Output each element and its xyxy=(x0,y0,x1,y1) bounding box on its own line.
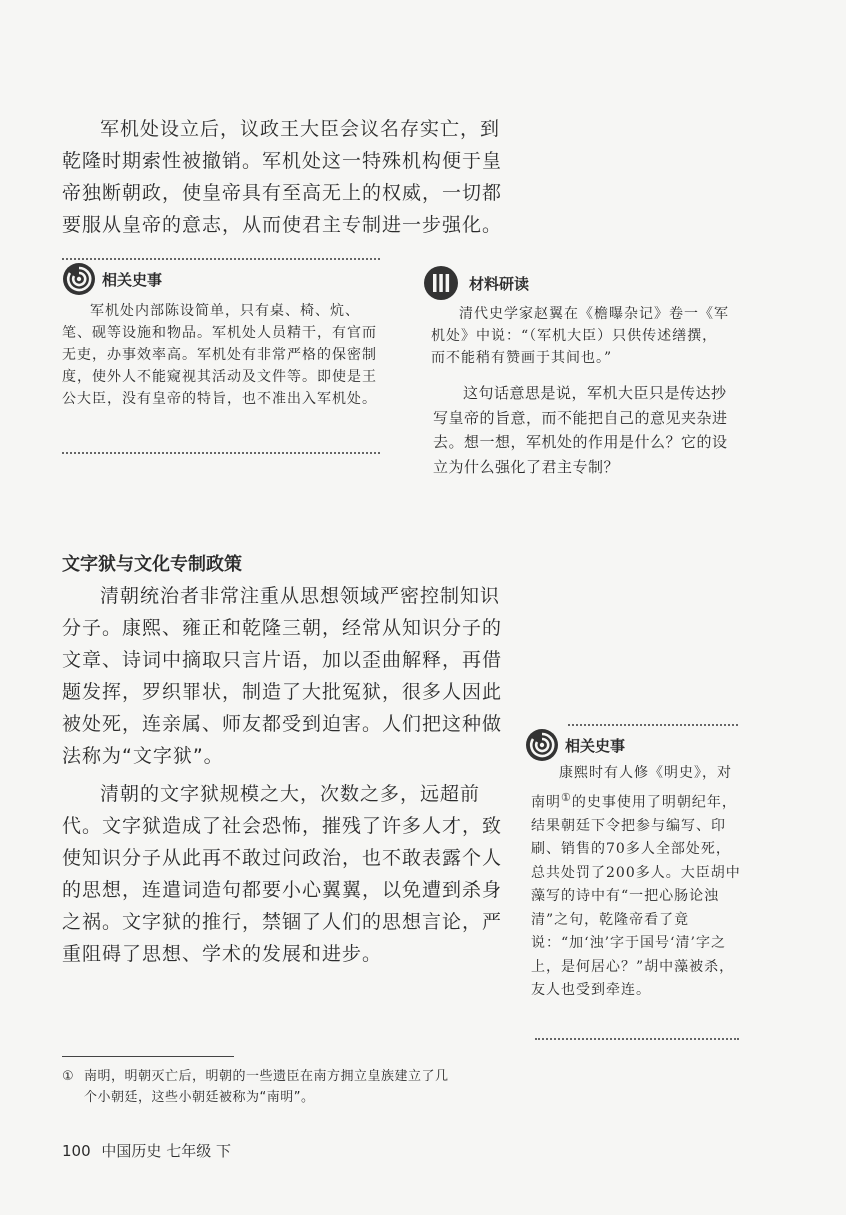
material-explanation xyxy=(423,381,733,479)
box-title: 材料研读 xyxy=(469,274,530,293)
material-reading-box xyxy=(423,265,739,479)
box-title: 相关史事 xyxy=(102,270,163,289)
material-quote xyxy=(423,303,731,369)
footnote-rule xyxy=(62,1056,234,1057)
spiral-icon xyxy=(525,728,559,762)
box-top-divider xyxy=(62,258,380,260)
page-footer xyxy=(62,1140,231,1161)
box-text-part2: 的史事使用了明朝纪年，结果朝廷下令把参与编写、印刷、销售的70多人全部处死，总共处罚了200多人。大臣胡中藻写的诗中有“一把心肠论浊清”之句，乾隆帝看了竟说：“加‘浊’字于国号‘清’字之上，是何居心？”胡中藻被杀，友人也受到牵连。 xyxy=(531,794,741,999)
section-body xyxy=(62,580,508,970)
box-bottom-divider xyxy=(535,1038,739,1040)
spiral-icon xyxy=(62,262,96,296)
box-text-part1: 康熙时有人修《明史》，对南明 xyxy=(531,765,732,811)
columns-icon xyxy=(423,265,459,301)
box-text xyxy=(531,762,743,1003)
footnote-ref: ① xyxy=(561,790,572,804)
box-body xyxy=(62,300,384,410)
section-paragraph-1: 清朝统治者非常注重从思想领域严密控制知识分子。康熙、雍正和乾隆三朝，经常从知识分子的文章、诗词中摘取只言片语，加以歪曲解释，再借题发挥，罗织罪状，制造了大批冤狱，很多人因此被处死，连亲属、师友都受到迫害。人们把这种做法称为“文字狱”。 xyxy=(62,585,503,767)
explanation-text: 这句话意思是说，军机大臣只是传达抄写皇帝的旨意，而不能把自己的意见夹杂进去。想一想，军机处的作用是什么？它的设立为什么强化了君主专制？ xyxy=(433,384,728,476)
intro-paragraph xyxy=(62,113,508,241)
box-title: 相关史事 xyxy=(565,736,626,755)
section-title: 文字狱与文化专制政策 xyxy=(62,554,242,575)
page-number: 100 xyxy=(62,1142,91,1160)
footnote-mark: ① xyxy=(62,1069,75,1084)
book-title: 中国历史 七年级 下 xyxy=(101,1142,231,1160)
section-paragraph-2: 清朝的文字狱规模之大，次数之多，远超前代。文字狱造成了社会恐怖，摧残了许多人才，致使知识分子从此再不敢过问政治，也不敢表露个人的思想，连遣词造句都要小心翼翼，以免遭到杀身之祸。文字狱的推行，禁锢了人们的思想言论，严重阻碍了思想、学术的发展和进步。 xyxy=(62,783,503,965)
footnote-text: 南明，明朝灭亡后，明朝的一些遗臣在南方拥立皇族建立了几个小朝廷，这些小朝廷被称为“南明”。 xyxy=(84,1069,449,1105)
box-top-divider xyxy=(568,724,738,726)
footnote xyxy=(62,1066,452,1108)
box-body xyxy=(525,762,743,1003)
related-history-box-1 xyxy=(62,262,392,410)
related-history-box-2 xyxy=(525,728,745,1003)
box-bottom-divider xyxy=(62,452,380,454)
quote-text: 清代史学家赵翼在《檐曝杂记》卷一《军机处》中说：“（军机大臣）只供传述缮撰，而不能稍有赞画于其间也。” xyxy=(431,306,729,366)
box-text: 军机处内部陈设简单，只有桌、椅、炕、笔、砚等设施和物品。军机处人员精干，有官而无吏，办事效率高。军机处有非常严格的保密制度，使外人不能窥视其活动及文件等。即使是王公大臣，没有皇帝的特旨，也不准出入军机处。 xyxy=(62,303,377,407)
paragraph-text: 军机处设立后，议政王大臣会议名存实亡，到乾隆时期索性被撤销。军机处这一特殊机构便于皇帝独断朝政，使皇帝具有至高无上的权威，一切都要服从皇帝的意志，从而使君主专制进一步强化。 xyxy=(62,118,503,236)
